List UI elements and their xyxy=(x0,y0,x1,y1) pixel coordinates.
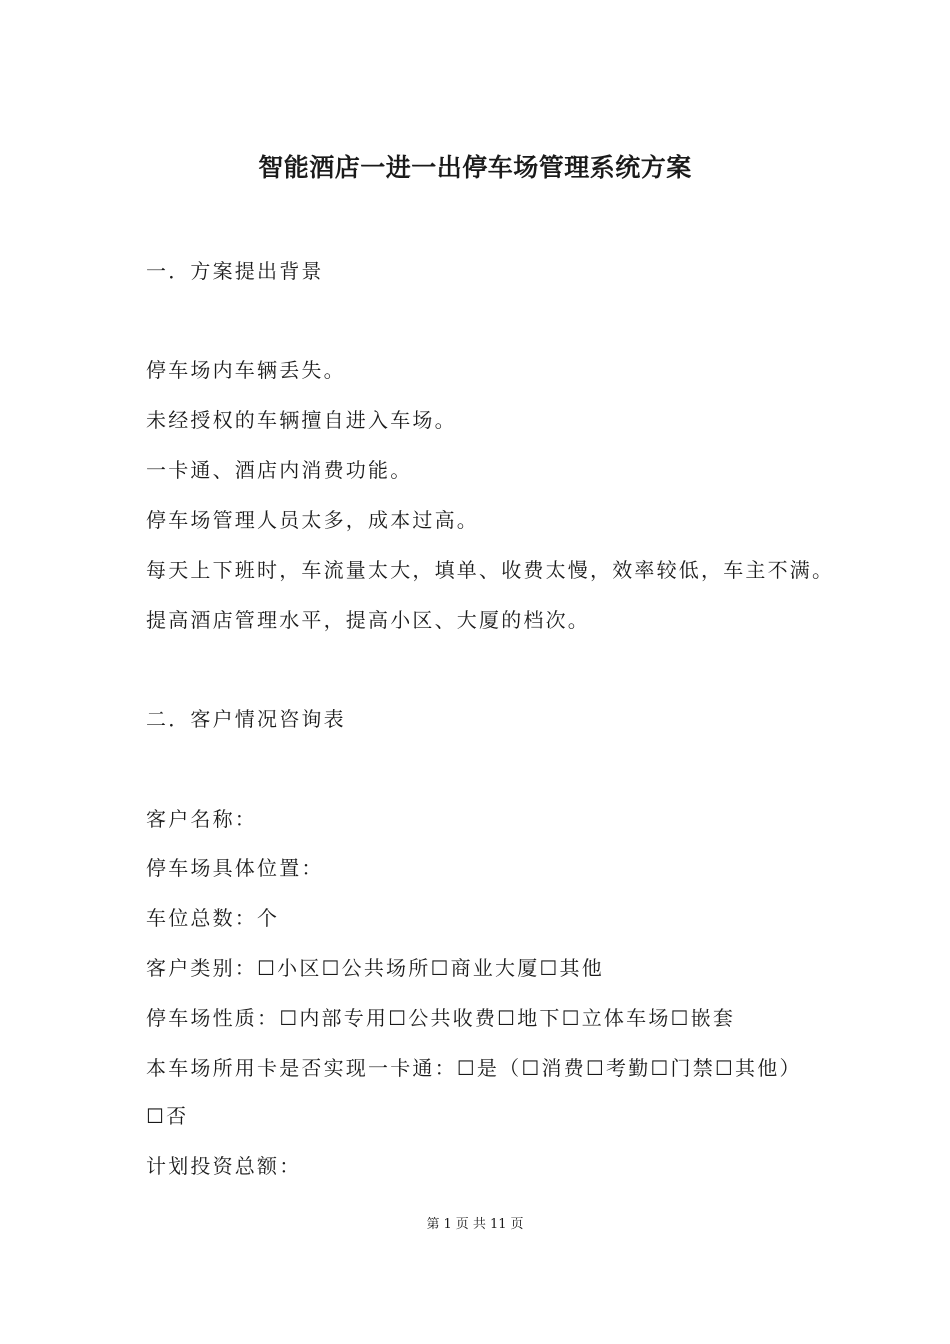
form-field-one-card-no: ☐否 xyxy=(146,1104,189,1128)
paragraph-line: 停车场管理人员太多，成本过高。 xyxy=(146,508,479,532)
paragraph-line: 每天上下班时，车流量太大，填单、收费太慢，效率较低，车主不满。 xyxy=(146,558,835,582)
footer-prefix: 第 xyxy=(426,1217,440,1232)
section-heading-customer-survey: 二．客户情况咨询表 xyxy=(146,707,346,731)
form-field-one-card: 本车场所用卡是否实现一卡通：☐是（☐消费☐考勤☐门禁☐其他） xyxy=(146,1056,802,1080)
page-footer xyxy=(0,1216,950,1234)
form-field-parking-location: 停车场具体位置： xyxy=(146,856,324,880)
form-field-customer-name: 客户名称： xyxy=(146,807,257,831)
footer-middle: 页 共 xyxy=(455,1217,486,1232)
form-field-investment: 计划投资总额： xyxy=(146,1154,302,1178)
paragraph-line: 停车场内车辆丢失。 xyxy=(146,358,346,382)
form-field-customer-type: 客户类别：☐小区☐公共场所☐商业大厦☐其他 xyxy=(146,956,604,980)
form-field-parking-nature: 停车场性质：☐内部专用☐公共收费☐地下☐立体车场☐嵌套 xyxy=(146,1006,736,1030)
footer-current-page: 1 xyxy=(443,1217,452,1232)
document-title: 智能酒店一进一出停车场管理系统方案 xyxy=(258,153,692,182)
paragraph-line: 提高酒店管理水平，提高小区、大厦的档次。 xyxy=(146,608,590,632)
footer-total-pages: 11 xyxy=(489,1217,507,1232)
paragraph-line: 未经授权的车辆擅自进入车场。 xyxy=(146,408,457,432)
form-field-total-spaces: 车位总数：个 xyxy=(146,906,280,930)
section-heading-background: 一．方案提出背景 xyxy=(146,259,324,283)
paragraph-line: 一卡通、酒店内消费功能。 xyxy=(146,458,413,482)
footer-suffix: 页 xyxy=(510,1217,524,1232)
